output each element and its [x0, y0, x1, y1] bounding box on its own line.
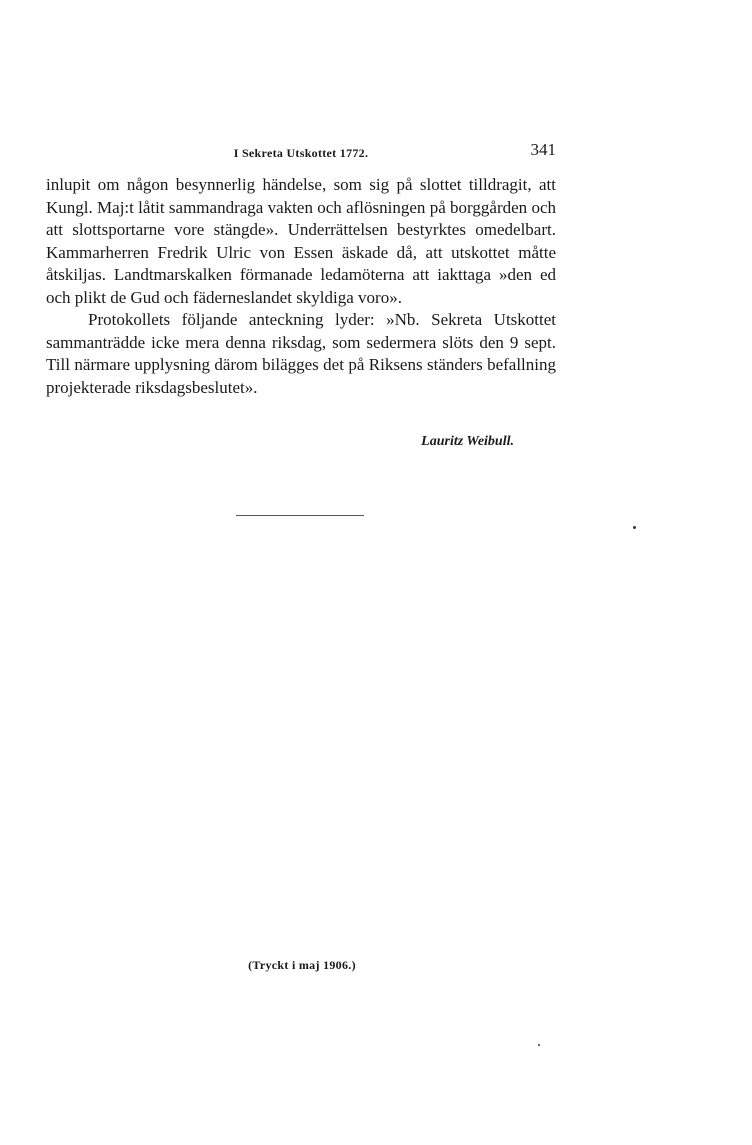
print-speck: [538, 1044, 540, 1046]
running-title: I Sekreta Utskottet 1772.: [233, 146, 369, 160]
running-head: [46, 140, 556, 164]
section-divider: [236, 515, 364, 516]
paragraph: inlupit om någon besynnerlig händelse, som sig på slottet tilldragit, att Kungl. Maj:t låtit sammandraga vakten och aflösningen på borggården och att slottsportarne vore stängde». Underrättelsen bestyrktes omedelbart. Kammarherren Fredrik Ulric von Essen äskade då, att utskottet måtte åtskiljas. Landtmarskalken förmanade ledamöterna att iakttaga »den ed och plikt de Gud och fäderneslandet skyldiga voro».: [46, 175, 556, 307]
author-signature: Lauritz Weibull.: [421, 434, 514, 449]
print-speck: [633, 526, 636, 529]
imprint-note: (Tryckt i maj 1906.): [248, 958, 356, 972]
page-number: 341: [530, 140, 556, 159]
body-text: [46, 174, 556, 399]
paragraph: Protokollets följande anteckning lyder: »Nb. Sekreta Utskottet sammanträdde icke mera denna riksdag, som sedermera slöts den 9 sept. Till närmare upplysning därom bilägges det på Riksens ständers befallning projekterade riksdagsbeslutet».: [46, 310, 556, 397]
